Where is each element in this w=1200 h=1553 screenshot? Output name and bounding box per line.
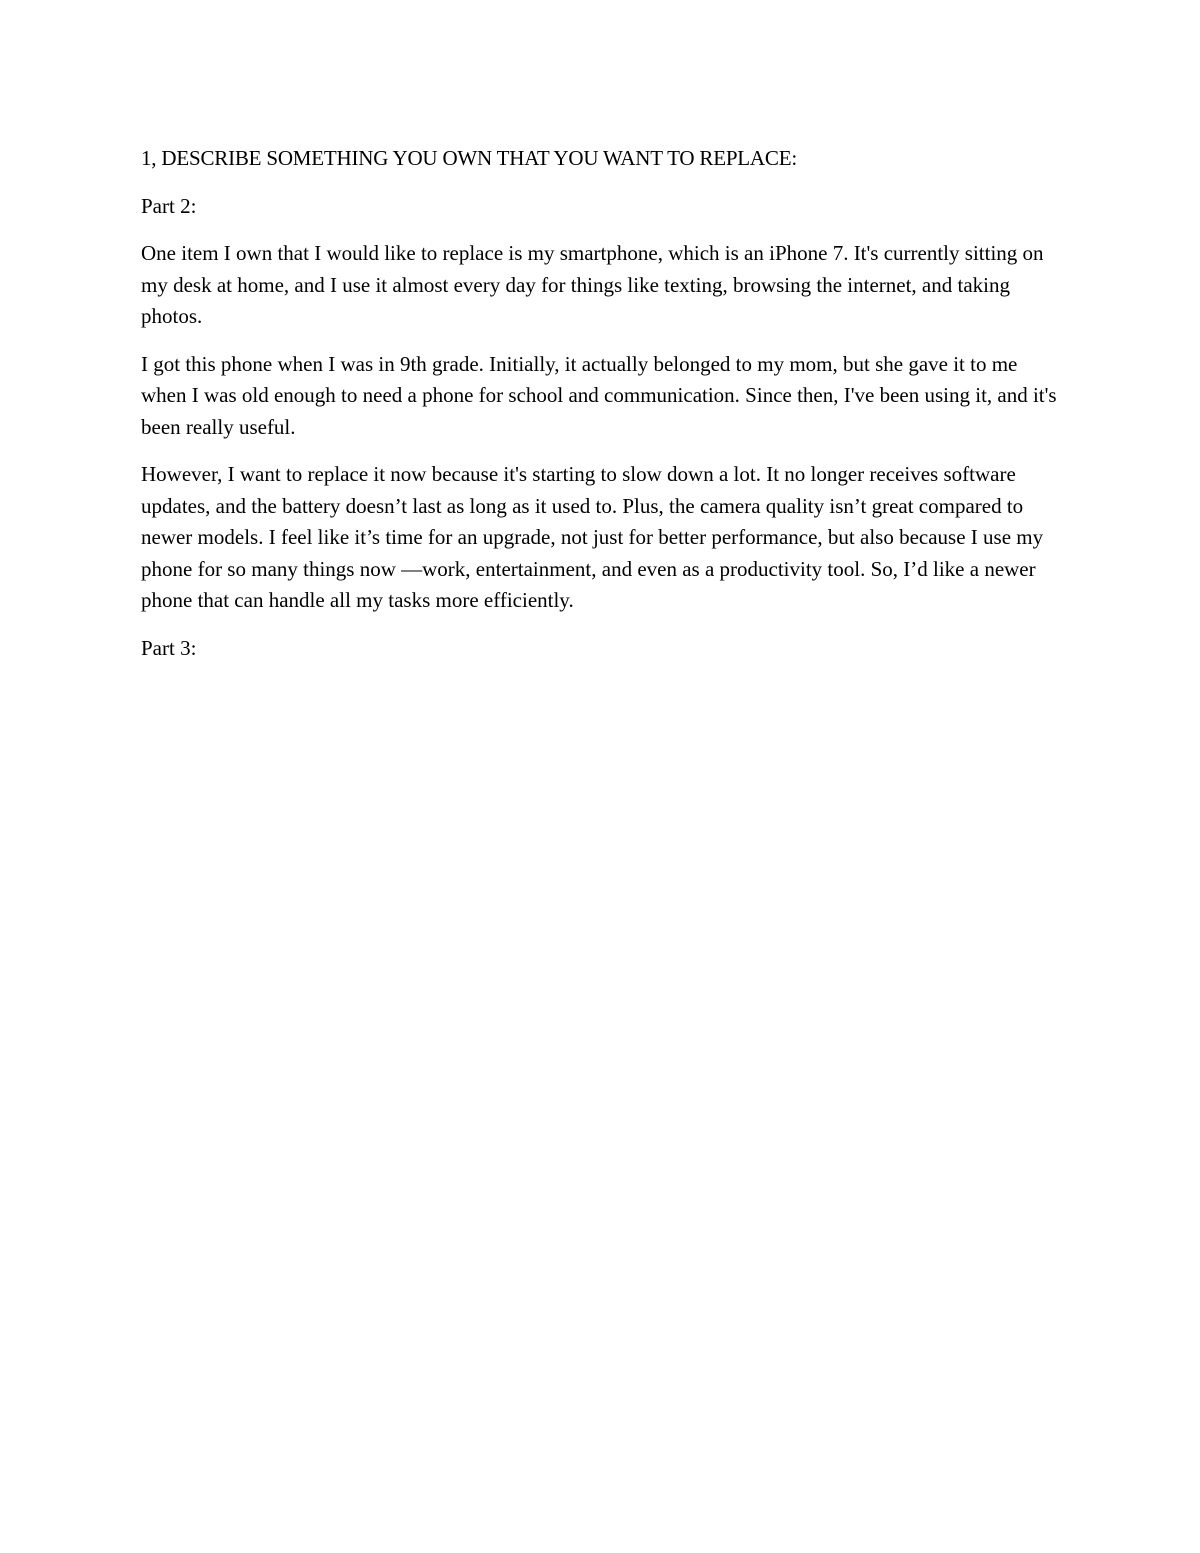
paragraph-3: However, I want to replace it now because it's starting to slow down a lot. It no longer receives software updates, and the battery doesn’t last as long as it used to. Plus, the camera quality isn’t great compared to newer models. I feel like it’s time for an upgrade, not just for better performance, but also because I use my phone for so many things now —work, entertainment, and even as a productivity tool. So, I’d like a newer phone that can handle all my tasks more efficiently.	[141, 462, 1044, 612]
document-body	[141, 143, 1066, 680]
document-title: 1, DESCRIBE SOMETHING YOU OWN THAT YOU WANT TO REPLACE:	[141, 146, 797, 170]
paragraph-2: I got this phone when I was in 9th grade. Initially, it actually belonged to my mom, but she gave it to me when I was old enough to need a phone for school and communication. Since then, I've been using it, and it's been really useful.	[141, 351, 1057, 439]
part-2-heading: Part 2:	[141, 193, 197, 218]
part-3-heading: Part 3:	[141, 635, 197, 660]
paragraph-1: One item I own that I would like to replace is my smartphone, which is an iPhone 7. It's currently sitting on my desk at home, and I use it almost every day for things like texting, browsing the internet, and taking photos.	[141, 241, 1044, 328]
